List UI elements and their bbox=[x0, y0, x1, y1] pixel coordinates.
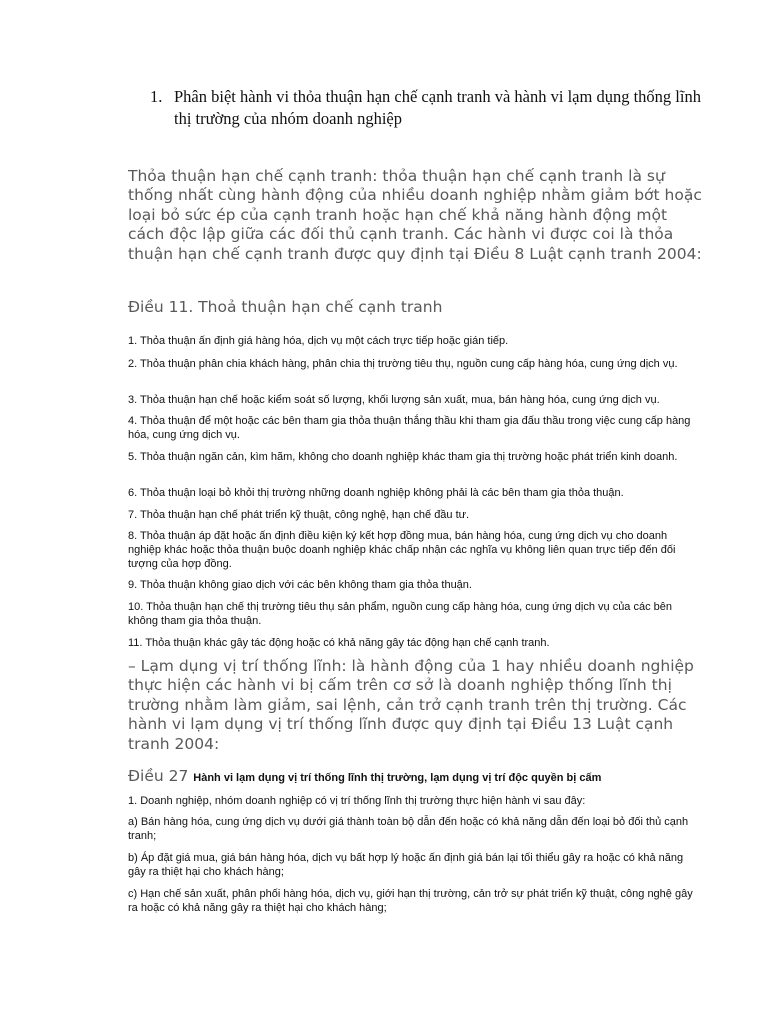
article-27-item: b) Áp đặt giá mua, giá bán hàng hóa, dịch vụ bất hợp lý hoặc ấn định giá bán lại tối thiểu gây ra hoặc có khả năng gây ra thiệt hại cho khách hàng; bbox=[128, 852, 684, 878]
article-11-item: 1. Thỏa thuận ấn định giá hàng hóa, dịch vụ một cách trực tiếp hoặc gián tiếp. bbox=[128, 335, 509, 347]
article-27-label: Điều 27 bbox=[128, 767, 189, 785]
intro-paragraph: Thỏa thuận hạn chế cạnh tranh: thỏa thuận hạn chế cạnh tranh là sự thống nhất cùng hành động của nhiều doanh nghiệp nhằm giảm bớt hoặc loại bỏ sức ép của cạnh tranh hoặc hạn chế khả năng hành động một cách độc lập giữa các đối thủ cạnh tranh. Các hành vi được coi là thỏa thuận hạn chế cạnh tranh được quy định tại Điều 8 Luật cạnh tranh 2004: bbox=[128, 167, 702, 263]
article-27-item: 1. Doanh nghiệp, nhóm doanh nghiệp có vị trí thống lĩnh thị trường thực hiện hành vi sau đây: bbox=[128, 795, 586, 807]
article-11-item: 3. Thỏa thuận hạn chế hoặc kiểm soát số lượng, khối lượng sản xuất, mua, bán hàng hóa, cung ứng dịch vụ. bbox=[128, 394, 660, 406]
article-27-item: c) Hạn chế sản xuất, phân phối hàng hóa, dịch vụ, giới hạn thị trường, cản trở sự phát triển kỹ thuật, công nghệ gây ra hoặc có khả năng gây ra thiệt hại cho khách hàng; bbox=[128, 888, 693, 914]
heading-number: 1. bbox=[150, 87, 163, 106]
article-11-item: 2. Thỏa thuận phân chia khách hàng, phân chia thị trường tiêu thụ, nguồn cung cấp hàng hóa, cung ứng dịch vụ. bbox=[128, 358, 678, 370]
article-11-item: 10. Thỏa thuận hạn chế thị trường tiêu thụ sản phẩm, nguồn cung cấp hàng hóa, cung ứng dịch vụ của các bên không tham gia thỏa thuận. bbox=[128, 601, 673, 627]
heading-text: Phân biệt hành vi thỏa thuận hạn chế cạnh tranh và hành vi lạm dụng thống lĩnh thị trường của nhóm doanh nghiệp bbox=[174, 87, 701, 128]
article-11-item: 11. Thỏa thuận khác gây tác động hoặc có khả năng gây tác động hạn chế cạnh tranh. bbox=[128, 637, 550, 649]
article-11-title: Điều 11. Thoả thuận hạn chế cạnh tranh bbox=[128, 298, 443, 316]
article-11-item: 8. Thỏa thuận áp đặt hoặc ấn định điều kiện ký kết hợp đồng mua, bán hàng hóa, cung ứng dịch vụ cho doanh nghiệp khác hoặc thỏa thuận buộc doanh nghiệp khác chấp nhận các nghĩa vụ không liên quan trực tiếp đến đối tượng của hợp đồng. bbox=[128, 530, 676, 570]
article-11-item: 4. Thỏa thuận để một hoặc các bên tham gia thỏa thuận thắng thầu khi tham gia đấu thầu trong việc cung cấp hàng hóa, cung ứng dịch vụ. bbox=[128, 415, 691, 441]
article-11-item: 6. Thỏa thuận loại bỏ khỏi thị trường những doanh nghiệp không phải là các bên tham gia thỏa thuận. bbox=[128, 487, 624, 499]
article-27-heading: Hành vi lạm dụng vị trí thống lĩnh thị trường, lạm dụng vị trí độc quyền bị cấm bbox=[193, 772, 602, 784]
article-27-title bbox=[128, 766, 708, 788]
section-heading bbox=[150, 86, 710, 130]
article-11-item: 5. Thỏa thuận ngăn cản, kìm hãm, không cho doanh nghiệp khác tham gia thị trường hoặc phát triển kinh doanh. bbox=[128, 451, 678, 463]
article-11-item: 7. Thỏa thuận hạn chế phát triển kỹ thuật, công nghệ, hạn chế đầu tư. bbox=[128, 509, 470, 521]
abuse-paragraph: – Lạm dụng vị trí thống lĩnh: là hành động của 1 hay nhiều doanh nghiệp thực hiện các hành vi bị cấm trên cơ sở là doanh nghiệp thống lĩnh thị trường nhằm làm giảm, sai lệnh, cản trở cạnh tranh trên thị trường. Các hành vi lạm dụng vị trí thống lĩnh được quy định tại Điều 13 Luật cạnh tranh 2004: bbox=[128, 657, 694, 753]
article-11-item: 9. Thỏa thuận không giao dịch với các bên không tham gia thỏa thuận. bbox=[128, 579, 472, 591]
article-27-item: a) Bán hàng hóa, cung ứng dịch vụ dưới giá thành toàn bộ dẫn đến hoặc có khả năng dẫn đến loại bỏ đối thủ cạnh tranh; bbox=[128, 816, 689, 842]
